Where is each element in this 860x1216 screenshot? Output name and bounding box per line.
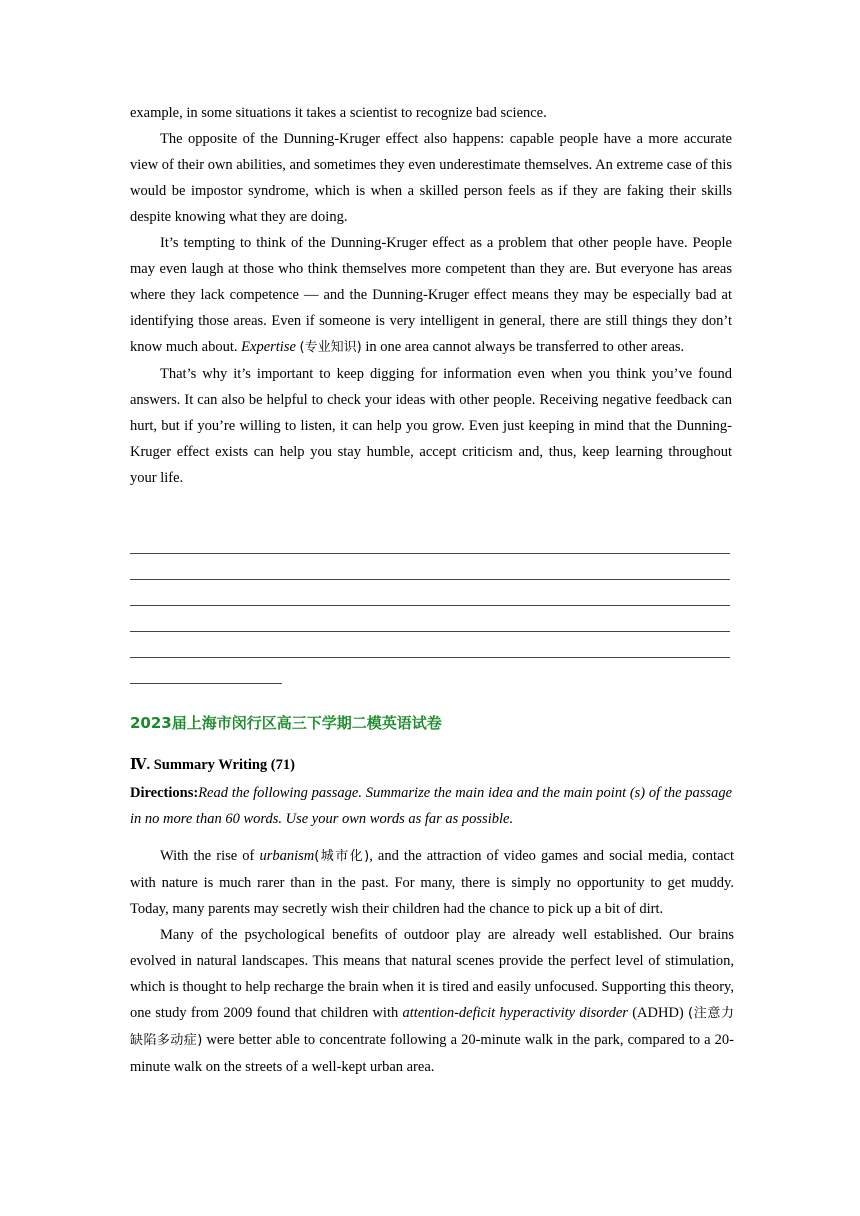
term-expertise: Expertise (241, 339, 296, 355)
paragraph-urbanism (130, 843, 734, 922)
gloss-expertise: (专业知识) (299, 340, 362, 355)
directions (130, 780, 732, 832)
answer-line[interactable] (130, 554, 730, 580)
paragraph-continuation: example, in some situations it takes a scientist to recognize bad science. (130, 105, 547, 121)
answer-line[interactable] (130, 580, 730, 606)
paragraph-benefits (130, 922, 734, 1080)
answer-line[interactable] (130, 528, 730, 554)
answer-lines[interactable] (130, 528, 730, 684)
section-title: Ⅳ. Summary Writing (71) (130, 757, 295, 773)
passage-2 (130, 843, 734, 1080)
text-run: It’s tempting to think of the Dunning-Kruger effect as a problem that other people have. People may even laugh at those who think themselves more competent than they are. But everyone has areas where they lack competence — and the Dunning-Kruger effect means they may be especially bad at identifying those areas. Even if someone is very intelligent in general, there are still things they don’t know much about. (130, 235, 732, 355)
text-run: (ADHD) (627, 1005, 689, 1021)
passage-1 (130, 100, 732, 491)
paragraph-opposite-effect: The opposite of the Dunning-Kruger effect also happens: capable people have a more accurate view of their own abilities, and sometimes they even underestimate themselves. An extreme case of this would be impostor syndrome, which is when a skilled person feels as if they are faking their skills despite knowing what they are doing. (130, 131, 732, 225)
text-run: Many of the psychological benefits of outdoor play are already well established. Our brains evolved in natural landscapes. This means that natural scenes provide the perfect level of stimulation, which is thought to help recharge the brain when it is tired and easily unfocused. Supporting this theory, one study from 2009 found that children with (130, 927, 734, 1021)
exam-heading: 2023届上海市闵行区高三下学期二模英语试卷 (130, 714, 442, 732)
term-adhd: attention-deficit hyperactivity disorder (402, 1005, 628, 1021)
paragraph-keep-digging: That’s why it’s important to keep digging for information even when you think you’ve found answers. It can also be helpful to check your ideas with other people. Receiving negative feedback can hurt, but if you’re willing to listen, it can help you grow. Even just keeping in mind that the Dunning-Kruger effect exists can help you stay humble, accept criticism and, thus, keep learning throughout your life. (130, 366, 732, 486)
gloss-adhd: (注意力缺陷多动症) (130, 1006, 735, 1048)
term-urbanism: urbanism (259, 848, 315, 864)
text-run: , and the attraction of video games and social media, contact with nature is much rarer than in the past. For many, there is simply no opportunity to get muddy. Today, many parents may secretly wish their children had the chance to pick up a bit of dirt. (130, 848, 734, 917)
text-run: were better able to concentrate following a 20-minute walk in the park, compared to a 20-minute walk on the streets of a well-kept urban area. (130, 1032, 734, 1075)
text-run: in one area cannot always be transferred to other areas. (361, 339, 685, 355)
directions-label: Directions: (130, 785, 199, 801)
text-run: With the rise of (160, 848, 260, 864)
paragraph-tempting (130, 230, 732, 361)
directions-text: Read the following passage. Summarize the main idea and the main point (s) of the passage in no more than 60 words. Use your own words as far as possible. (130, 785, 732, 827)
answer-line[interactable] (130, 658, 282, 684)
answer-line[interactable] (130, 632, 730, 658)
gloss-urbanism: (城市化) (314, 849, 370, 864)
answer-line[interactable] (130, 606, 730, 632)
